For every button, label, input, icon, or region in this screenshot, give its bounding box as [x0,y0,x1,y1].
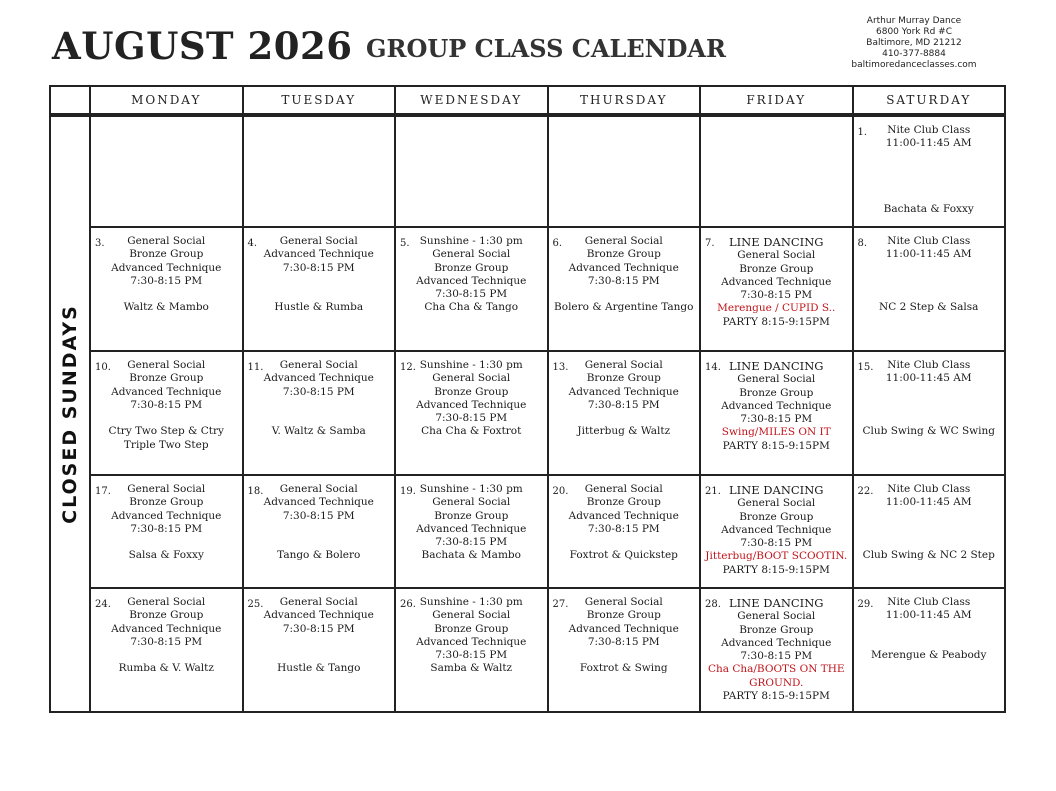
week-row [50,351,1005,475]
day-cell-content [854,589,1005,711]
day-cell-content [854,228,1005,350]
date-number: 25. [247,599,264,610]
date-number: 21. [705,486,721,497]
class-line [854,510,1005,523]
class-line: Jitterbug & Waltz [577,425,671,438]
day-cell [700,351,853,475]
calendar-body [50,115,1005,712]
class-list [91,228,242,315]
class-line: 7:30-8:15 PM [740,650,813,663]
day-cell [395,115,548,227]
class-line [244,523,395,536]
class-line [854,636,1005,649]
day-cell-content [244,476,395,587]
class-line: Triple Two Step [123,438,209,451]
class-line: 11:00-11:45 AM [885,609,972,622]
class-line: Advanced Technique [568,261,679,274]
class-line: 7:30-8:15 PM [587,274,660,287]
class-list [91,476,242,563]
class-line: General Social [737,249,816,262]
class-line [854,275,1005,288]
day-cell-content [91,117,242,226]
class-line: General Social [432,609,511,622]
day-cell [243,115,396,227]
class-list [549,117,700,124]
day-cell-content [91,352,242,474]
class-line [549,536,700,549]
day-cell-content [701,476,852,587]
date-number: 15. [857,362,874,373]
class-line [854,523,1005,536]
class-list [396,589,547,676]
weekday-header: TUESDAY [243,86,396,115]
class-list [854,352,1005,439]
class-line [854,288,1005,301]
class-line [244,412,395,425]
day-cell [243,588,396,712]
class-list [244,476,395,563]
class-list [701,476,852,577]
day-cell-content [244,352,395,474]
date-number: 13. [552,362,569,373]
date-number: 20. [552,486,569,497]
class-line: Bronze Group [586,248,661,261]
class-line: Advanced Technique [568,509,679,522]
class-line: General Social [432,248,511,261]
class-line: Sunshine - 1:30 pm [419,596,523,608]
class-line: 11:00-11:45 AM [885,248,972,261]
day-cell-content [549,228,700,350]
class-line [854,536,1005,549]
class-line: Bachata & Mambo [421,549,521,562]
class-line: General Social [279,483,358,495]
day-cell-content [91,476,242,587]
class-line: Bronze Group [434,509,509,522]
class-line: V. Waltz & Samba [271,425,366,438]
day-cell [548,115,701,227]
class-line [549,412,700,425]
class-line: 7:30-8:15 PM [282,622,355,635]
class-line: Advanced Technique [263,248,374,261]
class-line: Ctry Two Step & Ctry [108,425,224,438]
studio-address: 6800 York Rd #C [876,27,952,37]
class-line: Merengue & Peabody [871,649,987,662]
studio-name: Arthur Murray Dance [866,16,962,26]
class-line: General Social [279,596,358,608]
class-line: Nite Club Class [887,359,971,371]
weekday-header-row [50,86,1005,115]
date-number: 10. [95,362,111,373]
class-line: 11:00-11:45 AM [885,137,972,150]
class-line: 7:30-8:15 PM [130,398,203,411]
class-list [701,589,852,703]
day-cell [853,227,1006,351]
day-cell [395,227,548,351]
class-line [244,649,395,662]
day-cell [853,115,1006,227]
class-list [854,228,1005,315]
class-line: 7:30-8:15 PM [587,398,660,411]
class-line [91,288,242,301]
class-list [244,589,395,676]
date-number: 14. [705,362,721,373]
class-line: Rumba & V. Waltz [118,662,214,675]
date-number: 28. [705,599,721,610]
day-cell-content [854,117,1005,226]
day-cell-content [91,589,242,711]
class-line: 7:30-8:15 PM [435,649,508,662]
day-cell-content [396,589,547,711]
day-cell [548,227,701,351]
class-line [91,536,242,549]
week-row [50,588,1005,712]
class-line: Advanced Technique [111,385,222,398]
class-line: LINE DANCING [729,360,824,373]
date-number: 8. [857,238,868,249]
class-line: 7:30-8:15 PM [130,522,203,535]
day-cell [700,227,853,351]
day-cell-content [549,476,700,587]
class-line: Hustle & Tango [277,662,361,675]
class-line: Bronze Group [739,510,814,523]
class-line: General Social [737,610,816,623]
class-line: Bronze Group [586,609,661,622]
class-line [549,288,700,301]
class-line: Bronze Group [434,261,509,274]
class-list [854,117,1005,151]
class-list [396,476,547,563]
class-line: 7:30-8:15 PM [740,289,813,302]
class-line: Nite Club Class [887,596,971,608]
class-line: Advanced Technique [263,609,374,622]
studio-website: baltimoredanceclasses.com [851,60,977,70]
date-number: 11. [247,362,264,373]
class-line: General Social [127,596,206,608]
day-cell-content [854,352,1005,474]
day-cell [853,588,1006,712]
day-cell [90,351,243,475]
class-list [854,589,1005,662]
party-line: PARTY 8:15-9:15PM [722,563,830,576]
class-line [854,262,1005,275]
date-number: 27. [552,599,569,610]
day-cell [243,475,396,588]
closed-sundays-label: CLOSED SUNDAYS [59,304,81,524]
date-number: 26. [400,599,416,610]
featured-dance-line: Cha Cha/BOOTS ON THE GROUND. [707,663,845,689]
class-line [244,275,395,288]
day-cell-content [396,476,547,587]
class-line: 11:00-11:45 AM [885,372,972,385]
party-line: PARTY 8:15-9:15PM [722,690,830,703]
featured-dance-line: Jitterbug/BOOT SCOOTIN. [705,550,848,563]
date-number: 1. [857,127,868,138]
day-cell [853,351,1006,475]
day-cell [243,227,396,351]
day-cell [90,115,243,227]
class-line [854,412,1005,425]
class-line [244,399,395,412]
class-line: Bronze Group [586,372,661,385]
weekday-header: THURSDAY [548,86,701,115]
class-line: 7:30-8:15 PM [740,413,813,426]
day-cell [90,227,243,351]
class-line: General Social [584,483,663,495]
class-list [244,352,395,439]
day-cell-content [396,228,547,350]
class-line: General Social [737,373,816,386]
class-line: NC 2 Step & Salsa [879,301,979,314]
day-cell-content [701,228,852,350]
class-line: General Social [584,359,663,371]
class-list [701,117,852,125]
class-line: Waltz & Mambo [123,301,209,314]
studio-city: Baltimore, MD 21212 [866,38,962,48]
weekday-header: FRIDAY [700,86,853,115]
day-cell-content [244,589,395,711]
class-line: Club Swing & WC Swing [862,425,995,438]
party-line: PARTY 8:15-9:15PM [722,315,830,328]
corner-cell [50,86,90,115]
class-line: Bronze Group [739,386,814,399]
class-list [549,228,700,315]
class-line: 7:30-8:15 PM [130,274,203,287]
day-cell-content [549,352,700,474]
class-line: Salsa & Foxxy [128,549,204,562]
class-line: Sunshine - 1:30 pm [419,483,523,495]
day-cell-content [701,352,852,474]
class-line: Cha Cha & Foxtrot [421,425,522,438]
date-number: 7. [705,238,715,249]
class-line: Nite Club Class [887,124,971,136]
weekday-header: WEDNESDAY [395,86,548,115]
class-line: Sunshine - 1:30 pm [419,235,523,247]
class-list [549,589,700,676]
page-title: AUGUST 2026 [52,24,353,68]
class-line: General Social [584,596,663,608]
class-line: Advanced Technique [263,496,374,509]
class-line: General Social [432,372,511,385]
day-cell-content [701,117,852,226]
closed-sundays-column [50,115,90,712]
day-cell [548,351,701,475]
class-line: Bronze Group [129,609,204,622]
date-number: 5. [400,238,410,249]
class-list [549,352,700,439]
date-number: 12. [400,362,416,373]
weekday-header: SATURDAY [853,86,1006,115]
class-line: General Social [279,235,358,247]
class-line: Bronze Group [434,385,509,398]
class-line: Foxtrot & Quickstep [569,549,678,562]
day-cell [548,588,701,712]
class-list [396,117,547,124]
class-line: General Social [127,483,206,495]
class-line: Bronze Group [129,248,204,261]
class-line: 7:30-8:15 PM [435,536,508,549]
class-line: Hustle & Rumba [274,301,364,314]
studio-contact [840,16,988,71]
class-line: 7:30-8:15 PM [282,261,355,274]
class-line: General Social [127,235,206,247]
class-list [91,589,242,676]
date-number: 17. [95,486,111,497]
date-number: 29. [857,599,874,610]
class-line: Advanced Technique [416,635,527,648]
day-cell [90,588,243,712]
page-subtitle: GROUP CLASS CALENDAR [366,34,726,63]
day-cell [90,475,243,588]
day-cell [700,475,853,588]
class-list [244,228,395,315]
date-number: 24. [95,599,111,610]
class-line: Advanced Technique [721,636,832,649]
featured-dance-line: Merengue / CUPID S.. [717,302,836,315]
class-line: General Social [432,496,511,509]
party-line: PARTY 8:15-9:15PM [722,439,830,452]
class-line: Advanced Technique [721,275,832,288]
class-line: Bronze Group [586,496,661,509]
class-line: Samba & Waltz [430,662,513,675]
day-cell-content [701,589,852,711]
class-line: Bronze Group [739,262,814,275]
class-line: Advanced Technique [416,522,527,535]
studio-phone: 410-377-8884 [882,49,946,59]
day-cell [853,475,1006,588]
calendar-grid [49,85,1006,713]
class-line [549,649,700,662]
class-line: LINE DANCING [729,597,824,610]
class-line: 7:30-8:15 PM [282,385,355,398]
class-list [396,228,547,315]
class-list [701,228,852,329]
day-cell [395,588,548,712]
day-cell [395,475,548,588]
date-number: 4. [247,238,258,249]
date-number: 19. [400,486,416,497]
day-cell-content [396,117,547,226]
class-line: Advanced Technique [416,274,527,287]
date-number: 3. [95,238,105,249]
day-cell [700,115,853,227]
class-line: LINE DANCING [729,484,824,497]
class-list [396,352,547,439]
class-line: 7:30-8:15 PM [435,412,508,425]
class-line: LINE DANCING [729,236,824,249]
class-line: Advanced Technique [568,385,679,398]
class-line: 7:30-8:15 PM [587,522,660,535]
class-line [91,412,242,425]
day-cell [548,475,701,588]
dance-pairing: Bachata & Foxxy [883,203,974,215]
class-line: Advanced Technique [111,622,222,635]
day-cell [395,351,548,475]
day-cell-content [854,476,1005,587]
class-line: 7:30-8:15 PM [282,509,355,522]
week-row [50,227,1005,351]
class-line: Advanced Technique [416,398,527,411]
day-cell-content [244,117,395,226]
day-cell [700,588,853,712]
class-line: Advanced Technique [721,523,832,536]
class-line: Advanced Technique [721,399,832,412]
class-line: 7:30-8:15 PM [130,635,203,648]
class-line: General Social [584,235,663,247]
class-line: Nite Club Class [887,483,971,495]
class-line [244,288,395,301]
class-line [244,636,395,649]
class-line: Bronze Group [129,496,204,509]
class-line: Bronze Group [739,623,814,636]
class-line: General Social [737,497,816,510]
class-line: 7:30-8:15 PM [435,288,508,301]
day-cell-content [549,117,700,226]
class-line: 7:30-8:15 PM [587,635,660,648]
week-row [50,115,1005,227]
class-line: Nite Club Class [887,235,971,247]
class-list [244,117,395,124]
class-line: Club Swing & NC 2 Step [862,549,995,562]
class-line: Advanced Technique [568,622,679,635]
class-line: Advanced Technique [111,261,222,274]
class-line [854,399,1005,412]
day-cell-content [244,228,395,350]
class-line: Foxtrot & Swing [579,662,668,675]
class-line: Advanced Technique [263,372,374,385]
class-line: Bronze Group [434,622,509,635]
weekday-header: MONDAY [90,86,243,115]
class-line: Bronze Group [129,372,204,385]
class-line: Advanced Technique [111,509,222,522]
day-cell-content [549,589,700,711]
class-list [854,476,1005,563]
class-line [244,536,395,549]
class-line: Bolero & Argentine Tango [554,301,694,314]
day-cell-content [396,352,547,474]
class-list [91,117,242,124]
date-number: 18. [247,486,264,497]
day-cell-content [91,228,242,350]
class-line: 7:30-8:15 PM [740,537,813,550]
class-list [701,352,852,453]
class-line [91,649,242,662]
class-line: General Social [279,359,358,371]
class-line: General Social [127,359,206,371]
class-line [854,623,1005,636]
class-line: Tango & Bolero [277,549,361,562]
week-row [50,475,1005,588]
class-line [854,386,1005,399]
class-line: Cha Cha & Tango [424,301,519,314]
class-line: 11:00-11:45 AM [885,496,972,509]
date-number: 22. [857,486,874,497]
day-cell [243,351,396,475]
featured-dance-line: Swing/MILES ON IT [721,426,831,439]
class-list [91,352,242,452]
class-list [549,476,700,563]
class-line: Sunshine - 1:30 pm [419,359,523,371]
date-number: 6. [552,238,563,249]
